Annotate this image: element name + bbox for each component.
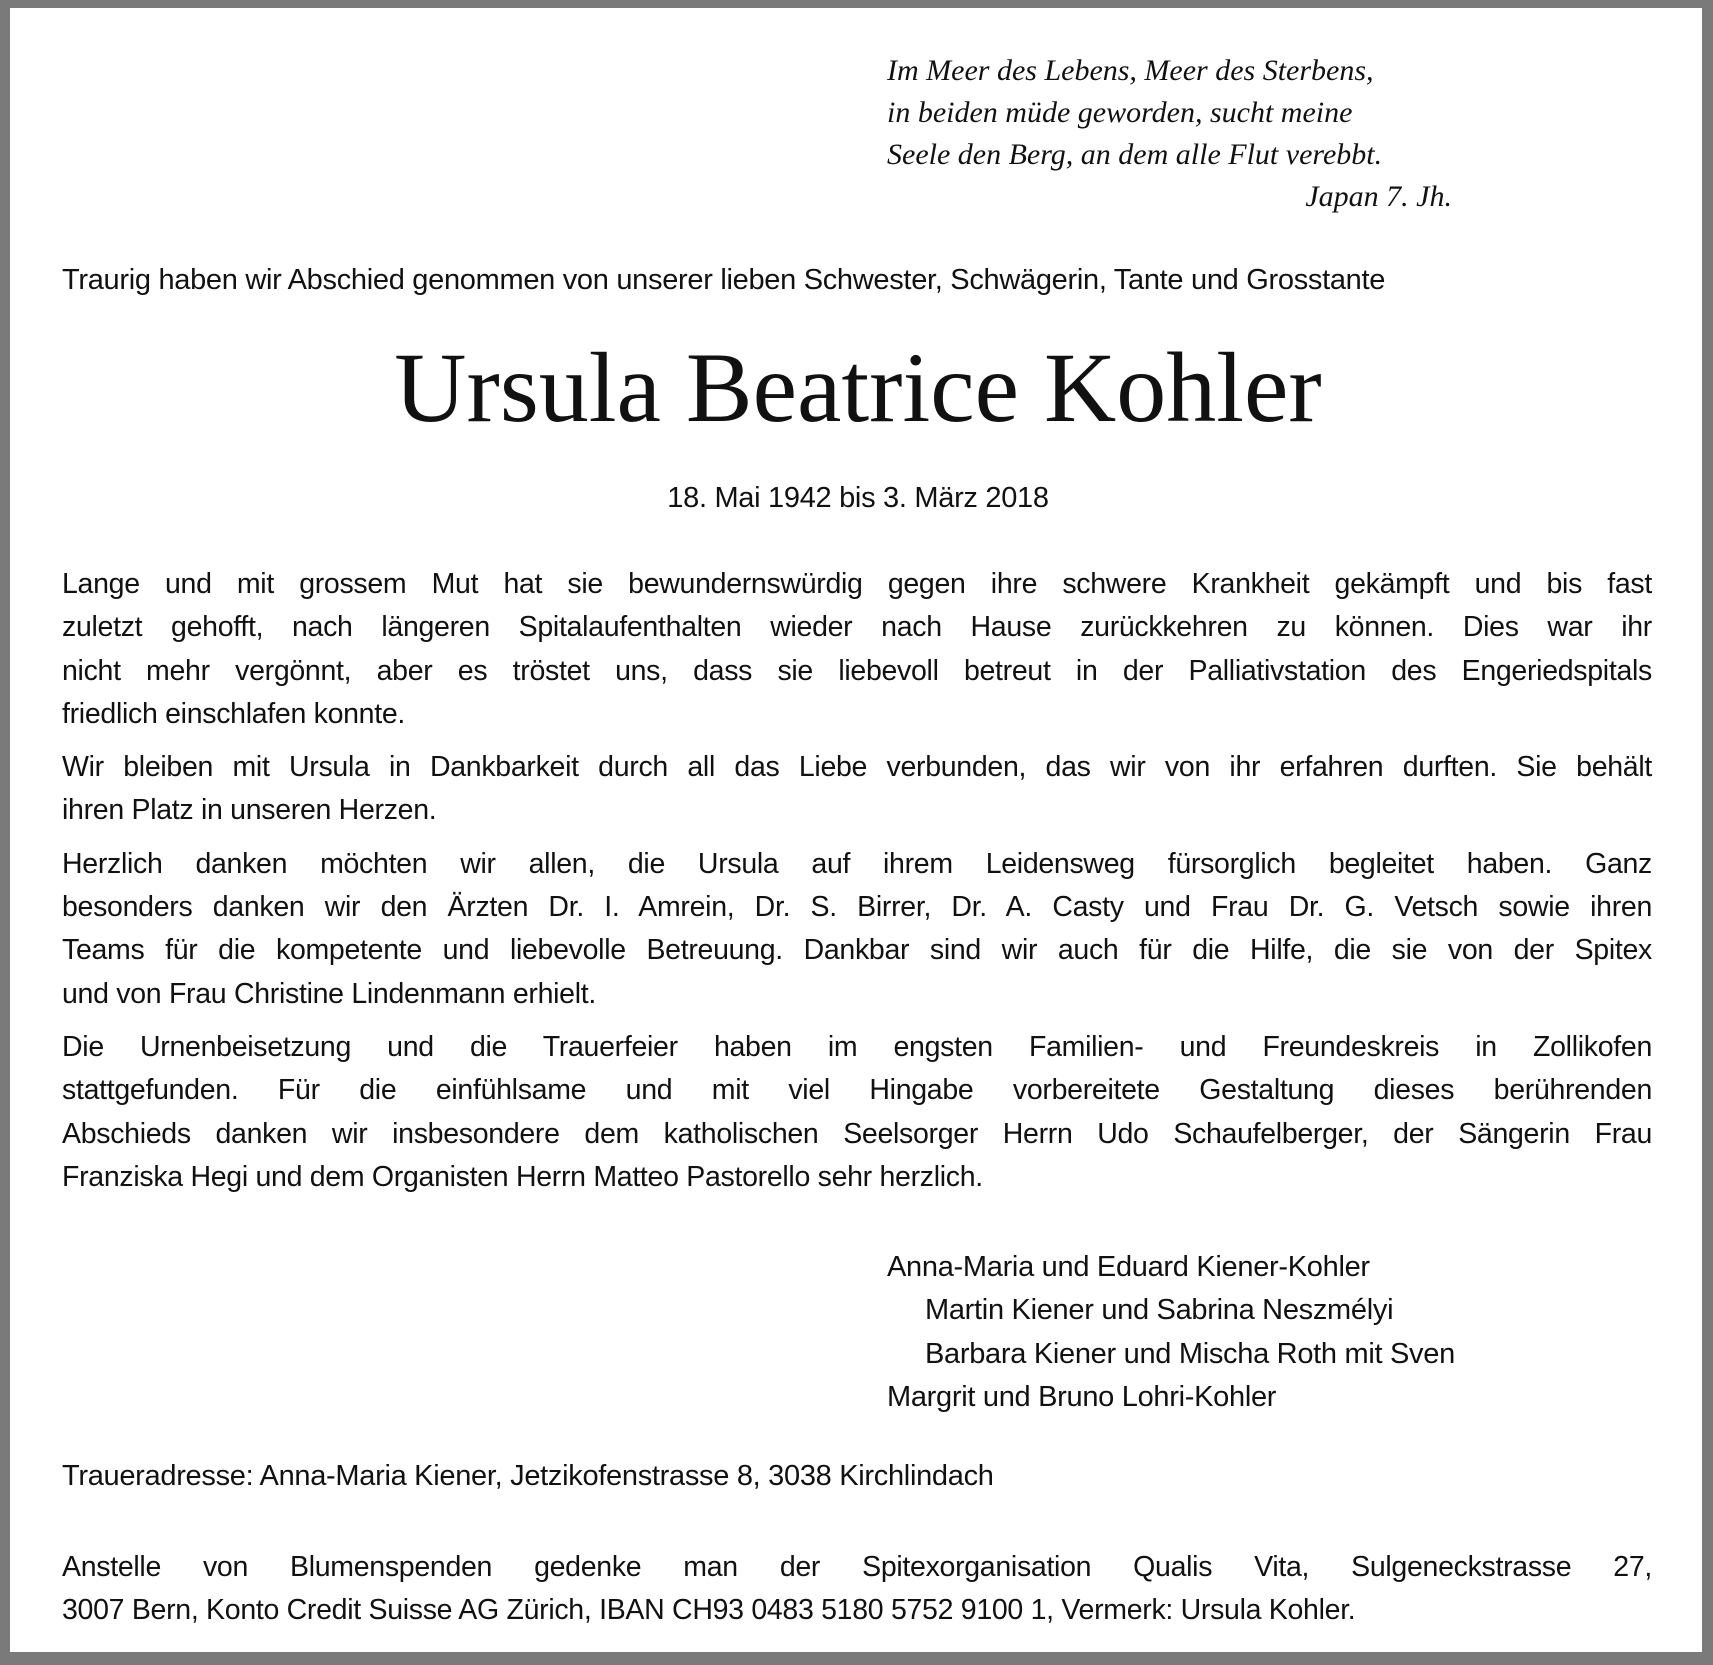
signature-line: Martin Kiener und Sabrina Neszmélyi <box>925 1294 1394 1327</box>
signatures <box>887 1246 1455 1419</box>
paragraph <box>62 563 1652 736</box>
text-line: ihren Platz in unseren Herzen. <box>62 794 437 827</box>
signature-line: Margrit und Bruno Lohri-Kohler <box>887 1380 1277 1413</box>
text-line: zuletzt gehofft, nach längeren Spitalaufenthalten wieder nach Hause zurückkehren zu können. Dies war ihr <box>62 611 1652 644</box>
text-line: Abschieds danken wir insbesondere dem katholischen Seelsorger Herrn Udo Schaufelberger, der Sängerin Frau <box>62 1117 1652 1150</box>
quote-source: Japan 7. Jh. <box>1305 180 1452 213</box>
text-line: Teams für die kompetente und liebevolle Betreuung. Dankbar sind wir auch für die Hilfe, die sie von der Spitex <box>62 934 1652 967</box>
signature-line: Anna-Maria und Eduard Kiener-Kohler <box>887 1251 1370 1283</box>
deceased-name: Ursula Beatrice Kohler <box>394 332 1322 443</box>
donation-note <box>62 1546 1652 1633</box>
paragraph <box>62 843 1652 1016</box>
text-line: Wir bleiben mit Ursula in Dankbarkeit durch all das Liebe verbunden, das wir von ihr erfahren durften. Sie behält <box>62 751 1652 784</box>
mourning-address: Traueradresse: Anna-Maria Kiener, Jetzikofenstrasse 8, 3038 Kirchlindach <box>62 1460 994 1492</box>
text-line: Die Urnenbeisetzung und die Trauerfeier haben im engsten Familien- und Freundeskreis in Zollikofen <box>62 1030 1652 1063</box>
text-line: Herzlich danken möchten wir allen, die Ursula auf ihrem Leidensweg fürsorglich begleitet haben. Ganz <box>62 847 1652 880</box>
text-line: 3007 Bern, Konto Credit Suisse AG Zürich, IBAN CH93 0483 5180 5752 9100 1, Vermerk: Ursula Kohler. <box>62 1594 1356 1627</box>
paragraph <box>62 1026 1652 1199</box>
quote-block <box>887 50 1452 218</box>
text-line: besonders danken wir den Ärzten Dr. I. Amrein, Dr. S. Birrer, Dr. A. Casty und Frau Dr. G. Vetsch sowie ihren <box>62 891 1652 924</box>
quote-line: in beiden müde geworden, sucht meine <box>887 96 1353 129</box>
text-line: stattgefunden. Für die einfühlsame und mit viel Hingabe vorbereitete Gestaltung dieses berührenden <box>62 1074 1652 1107</box>
quote-line: Im Meer des Lebens, Meer des Sterbens, <box>887 54 1374 87</box>
text-line: und von Frau Christine Lindenmann erhielt. <box>62 977 596 1010</box>
signature-line: Barbara Kiener und Mischa Roth mit Sven <box>925 1337 1455 1370</box>
text-line: nicht mehr vergönnt, aber es tröstet uns, dass sie liebevoll betreut in der Palliativstation des Engeriedspitals <box>62 654 1652 687</box>
intro-text: Traurig haben wir Abschied genommen von unserer lieben Schwester, Schwägerin, Tante und Grosstante <box>62 264 1386 296</box>
text-line: Lange und mit grossem Mut hat sie bewundernswürdig gegen ihre schwere Krankheit gekämpft und bis fast <box>62 568 1652 600</box>
body-text <box>62 563 1652 1209</box>
paragraph <box>62 746 1652 833</box>
text-line: Franziska Hegi und dem Organisten Herrn Matteo Pastorello sehr herzlich. <box>62 1160 983 1193</box>
text-line: friedlich einschlafen konnte. <box>62 697 406 730</box>
text-line: Anstelle von Blumenspenden gedenke man der Spitexorganisation Qualis Vita, Sulgeneckstrasse 27, <box>62 1551 1652 1583</box>
life-dates: 18. Mai 1942 bis 3. März 2018 <box>667 482 1049 514</box>
quote-line: Seele den Berg, an dem alle Flut verebbt. <box>887 138 1383 171</box>
obituary-page <box>10 8 1702 1652</box>
